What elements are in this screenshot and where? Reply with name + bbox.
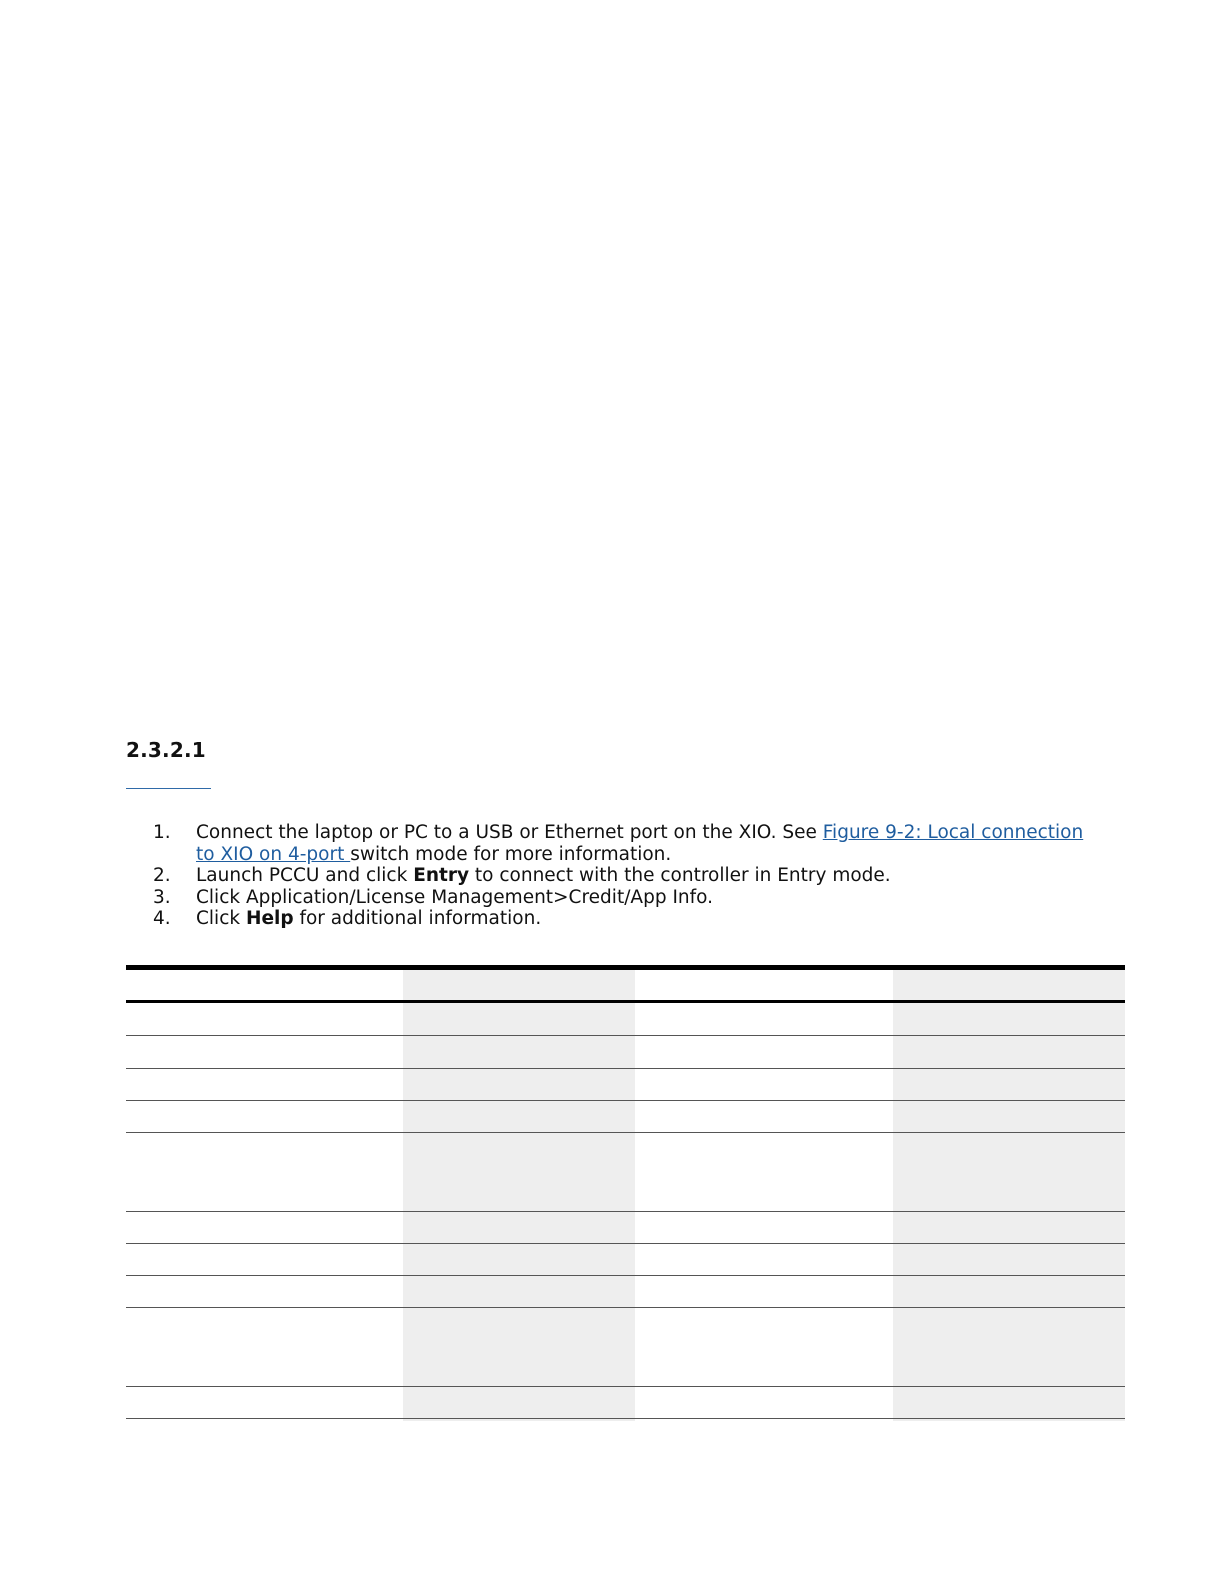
help-keyword: Help	[245, 908, 294, 929]
list-item	[126, 865, 1086, 887]
table-top-rule	[126, 965, 1125, 970]
step-text: Click	[196, 908, 246, 929]
table-row	[126, 1100, 1125, 1101]
table-row	[126, 1035, 1125, 1036]
step-number: 3.	[153, 886, 171, 908]
table-row	[126, 1275, 1125, 1276]
step-text: for additional information.	[293, 908, 542, 929]
data-table	[126, 965, 1125, 1421]
list-item	[126, 822, 1086, 865]
table-row	[126, 1307, 1125, 1308]
step-number: 1.	[153, 822, 171, 843]
table-column-4-shading	[893, 970, 1125, 1421]
table-row	[126, 1132, 1125, 1133]
entry-keyword: Entry	[413, 865, 470, 886]
table-row	[126, 1068, 1125, 1069]
step-text: switch mode for more information.	[350, 843, 672, 865]
instruction-steps	[126, 822, 1086, 930]
section-number: 2.3.2.1	[126, 738, 206, 762]
step-text: Launch PCCU and click	[196, 865, 414, 886]
table-column-2-shading	[403, 970, 635, 1421]
table-row	[126, 1211, 1125, 1212]
step-number: 2.	[153, 865, 171, 886]
list-item	[126, 908, 1086, 930]
step-text: to connect with the controller in Entry mode.	[469, 865, 891, 886]
step-text: Connect the laptop or PC to a USB or Ethernet port on the XIO. See	[196, 822, 823, 843]
list-item	[126, 887, 1086, 909]
figure-link[interactable]: Figure 9-2: Local connection to XIO on 4-port	[196, 822, 1084, 865]
table-header-rule	[126, 1000, 1125, 1003]
step-text: Click Application/License Management>Credit/App Info.	[196, 886, 714, 908]
table-row	[126, 1386, 1125, 1387]
step-number: 4.	[153, 908, 171, 929]
section-title-underline	[126, 788, 211, 789]
table-row	[126, 1243, 1125, 1244]
table-bottom-rule	[126, 1418, 1125, 1419]
